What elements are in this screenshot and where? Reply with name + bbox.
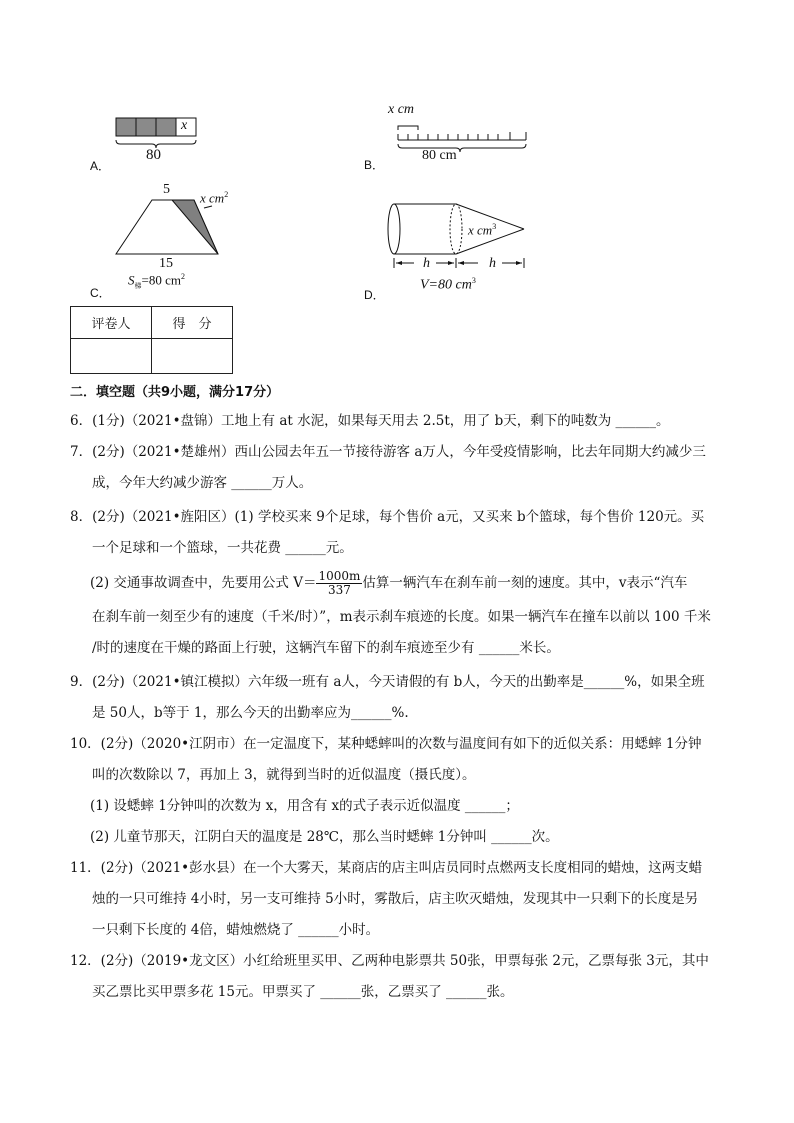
option-d-h1: h [423, 256, 430, 271]
question-6 [70, 406, 730, 437]
formula-numerator: 1000m [318, 569, 361, 583]
question-8-line-3b: 估算一辆汽车在刹车前一刻的速度。其中，v表示“汽车 [362, 575, 688, 591]
question-8 [70, 502, 730, 664]
question-8-line-5: /时的速度在干燥的路面上行驶，这辆汽车留下的刹车痕迹至少有 ______米长。 [92, 640, 560, 656]
option-d-vol-sup: 3 [471, 276, 476, 285]
question-10-line-3: (1) 设蟋蟀 1分钟叫的次数为 x，用含有 x的式子表示近似温度 ______； [90, 798, 519, 814]
question-7-line-1: 7．(2分)（2021•楚雄州）西山公园去年五一节接待游客 a万人，今年受疫情影响，比去年同期大约减少三 [70, 444, 706, 460]
question-8-line-3 [70, 564, 730, 602]
option-b-letter: B． [364, 158, 385, 172]
formula-denominator: 337 [327, 583, 351, 597]
question-9-line-1: 9．(2分)（2021•镇江模拟）六年级一班有 a人，今天请假的有 b人，今天的出勤率是______%，如果全班 [70, 674, 705, 690]
option-c [88, 180, 248, 298]
option-c-x-sup: 2 [224, 190, 229, 199]
question-8-line-1: 8．(2分)（2021•旌阳区）(1) 学校买来 9个足球，每个售价 a元，又买来 b个篮球，每个售价 120元。买 [70, 509, 705, 525]
question-10-line-4: (2) 儿童节那天，江阴白天的温度是 28℃，那么当时蟋蟀 1分钟叫 ______次。 [90, 829, 559, 845]
question-7 [70, 437, 730, 499]
option-a-letter: A． [90, 159, 111, 173]
question-11 [70, 853, 730, 946]
question-12-line-2: 买乙票比买甲票多花 15元。甲票买了 ______张，乙票买了 ______张。 [92, 984, 514, 1000]
option-a-total: 80 [146, 147, 161, 163]
question-8-line-2: 一个足球和一个篮球，一共花费 ______元。 [92, 540, 353, 556]
option-d [362, 196, 542, 300]
section-title: 二．填空题（共9小题，满分17分） [70, 385, 280, 400]
option-c-area-rest: =80 cm [141, 272, 181, 288]
option-d-volume [420, 276, 476, 294]
option-b [362, 102, 522, 174]
option-c-area-sub: 梯 [134, 281, 142, 290]
option-c-bottom: 15 [159, 256, 173, 271]
option-d-vol: V=80 cm [420, 277, 472, 293]
question-6-text: 6．(1分)（2021•盘锦）工地上有 at 水泥，如果每天用去 2.5t，用了 b天，剩下的吨数为 ______。 [70, 413, 670, 429]
option-c-diagram [114, 194, 234, 274]
option-d-letter: D． [364, 288, 385, 302]
option-b-total: 80 cm [422, 148, 457, 163]
question-10-line-1: 10．(2分)（2020•江阴市）在一定温度下，某种蟋蟀叫的次数与温度间有如下的近似关系：用蟋蟀 1分钟 [70, 736, 702, 752]
question-7-line-2: 成，今年大约减少游客 ______万人。 [92, 475, 313, 491]
question-12-line-1: 12．(2分)（2019•龙文区）小红给班里买甲、乙两种电影票共 50张，甲票每张 2元，乙票每张 3元，其中 [70, 953, 709, 969]
score-table-score-cell[interactable] [152, 339, 233, 374]
option-c-letter: C． [90, 286, 111, 300]
score-table-grader-header: 评卷人 [71, 307, 152, 339]
question-11-line-1: 11．(2分)（2021•彭水县）在一个大雾天，某商店的店主叫店员同时点燃两支长度相同的蜡烛，这两支蜡 [70, 860, 703, 876]
option-c-area [128, 272, 185, 291]
option-d-x: x cm [468, 222, 493, 238]
option-c-area-sup: 2 [180, 272, 185, 281]
option-c-area-s: S [128, 272, 135, 288]
score-table-score-header: 得 分 [152, 307, 233, 339]
score-table-grader-cell[interactable] [71, 339, 152, 374]
question-8-line-3a: (2) 交通事故调查中，先要用公式 V＝ [90, 575, 317, 591]
option-d-diagram [384, 196, 534, 276]
option-d-x-label [468, 222, 496, 238]
option-a-x: x [181, 118, 188, 133]
score-table [70, 306, 233, 374]
question-9 [70, 667, 730, 729]
question-10-line-2: 叫的次数除以 7，再加上 3，就得到当时的近似温度（摄氏度）。 [92, 767, 476, 783]
option-c-top: 5 [163, 182, 170, 197]
option-a [88, 110, 228, 180]
question-12 [70, 946, 730, 1008]
question-11-line-3: 一只剩下长度的 4倍，蜡烛燃烧了 ______小时。 [92, 922, 380, 938]
speed-formula-fraction [316, 570, 362, 597]
option-a-diagram [110, 110, 230, 170]
option-b-x-label: x cm [388, 102, 415, 117]
option-b-diagram [392, 116, 532, 166]
option-d-x-sup: 3 [492, 222, 497, 231]
question-11-line-2: 烛的一只可维持 4小时，另一支可维持 5小时，雾散后，店主吹灭蜡烛，发现其中一只剩下的长度是另 [92, 891, 699, 907]
option-c-x: x cm [200, 190, 225, 206]
question-8-line-4: 在刹车前一刻至少有的速度（千米/时）”，m表示刹车痕迹的长度。如果一辆汽车在撞车以前以 100 千米 [92, 609, 711, 625]
question-9-line-2: 是 50人，b等于 1，那么今天的出勤率应为______%. [92, 705, 409, 721]
question-10 [70, 729, 730, 853]
option-d-h2: h [489, 256, 496, 271]
